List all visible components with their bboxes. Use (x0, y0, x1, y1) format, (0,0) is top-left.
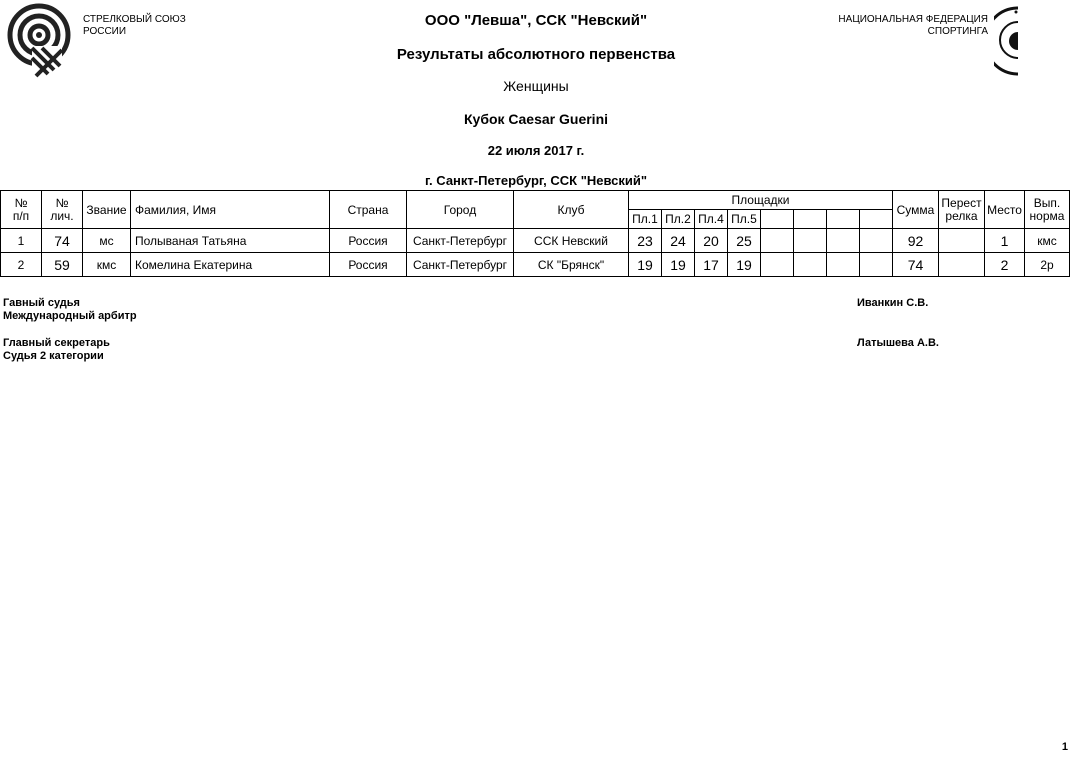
chief-judge-block (3, 297, 137, 323)
chief-secretary-block (3, 337, 110, 363)
col-header-club: Клуб (514, 191, 629, 229)
col-header-empty (827, 210, 860, 229)
chief-judge-name: Иванкин С.В. (857, 297, 929, 309)
cell-empty (794, 229, 827, 253)
cell-empty (827, 253, 860, 277)
cell-club: СК "Брянск" (514, 253, 629, 277)
col-header-empty (794, 210, 827, 229)
cell-empty (860, 229, 893, 253)
col-header-place: Место (985, 191, 1025, 229)
cell-v2: 19 (662, 253, 695, 277)
col-header-lic: № лич. (42, 191, 83, 229)
cell-lic: 74 (42, 229, 83, 253)
category-title: Женщины (503, 78, 569, 94)
cell-empty (761, 229, 794, 253)
cell-v3: 17 (695, 253, 728, 277)
cell-city: Санкт-Петербург (407, 229, 514, 253)
cell-v4: 19 (728, 253, 761, 277)
cell-v3: 20 (695, 229, 728, 253)
col-header-empty (860, 210, 893, 229)
cell-sum: 92 (893, 229, 939, 253)
right-org-line1: НАЦИОНАЛЬНАЯ ФЕДЕРАЦИЯ (838, 14, 988, 25)
cell-rank: мс (83, 229, 131, 253)
report-title: Результаты абсолютного первенства (396, 46, 676, 63)
col-header-venues: Площадки (629, 191, 893, 210)
cell-pp: 2 (1, 253, 42, 277)
cell-country: Россия (330, 229, 407, 253)
cell-pp: 1 (1, 229, 42, 253)
col-header-name: Фамилия, Имя (131, 191, 330, 229)
left-org-line1: СТРЕЛКОВЫЙ СОЮЗ (83, 14, 186, 25)
chief-secretary-category: Судья 2 категории (3, 350, 104, 362)
cell-rank: кмс (83, 253, 131, 277)
cell-empty (827, 229, 860, 253)
cell-norm: кмс (1025, 229, 1070, 253)
chief-judge-category: Международный арбитр (3, 310, 137, 322)
cell-norm: 2р (1025, 253, 1070, 277)
cell-lic: 59 (42, 253, 83, 277)
table-header-row-1 (1, 191, 1070, 210)
cell-place: 2 (985, 253, 1025, 277)
cell-empty (761, 253, 794, 277)
table-row (1, 253, 1070, 277)
col-header-v2: Пл.2 (662, 210, 695, 229)
cell-v1: 19 (629, 253, 662, 277)
col-header-v3: Пл.4 (695, 210, 728, 229)
cell-shootoff (939, 229, 985, 253)
cell-empty (860, 253, 893, 277)
page-number: 1 (1061, 741, 1068, 753)
table-row (1, 229, 1070, 253)
cup-title: Кубок Caesar Guerini (463, 111, 609, 127)
col-header-city: Город (407, 191, 514, 229)
col-header-v4: Пл.5 (728, 210, 761, 229)
results-table (0, 190, 1070, 277)
cell-v2: 24 (662, 229, 695, 253)
cell-place: 1 (985, 229, 1025, 253)
cell-v1: 23 (629, 229, 662, 253)
cell-name: Полываная Татьяна (131, 229, 330, 253)
cell-country: Россия (330, 253, 407, 277)
col-header-empty (761, 210, 794, 229)
cell-club: ССК Невский (514, 229, 629, 253)
col-header-pp: № п/п (1, 191, 42, 229)
chief-secretary-name: Латышева А.В. (857, 337, 939, 349)
cell-shootoff (939, 253, 985, 277)
col-header-sum: Сумма (893, 191, 939, 229)
col-header-country: Страна (330, 191, 407, 229)
col-header-v1: Пл.1 (629, 210, 662, 229)
organizer-title: ООО "Левша", ССК "Невский" (424, 12, 648, 29)
cell-v4: 25 (728, 229, 761, 253)
cell-city: Санкт-Петербург (407, 253, 514, 277)
col-header-norm: Вып. норма (1025, 191, 1070, 229)
left-org-line2: РОССИИ (83, 26, 127, 37)
right-org-line2: СПОРТИНГА (927, 26, 988, 37)
chief-judge-title: Гавный судья (3, 297, 80, 309)
cell-sum: 74 (893, 253, 939, 277)
cell-name: Комелина Екатерина (131, 253, 330, 277)
date-title: 22 июля 2017 г. (487, 143, 585, 158)
col-header-rank: Звание (83, 191, 131, 229)
col-header-shootoff: Перест релка (939, 191, 985, 229)
cell-empty (794, 253, 827, 277)
chief-secretary-title: Главный секретарь (3, 337, 110, 349)
location-title: г. Санкт-Петербург, ССК "Невский" (424, 173, 648, 188)
